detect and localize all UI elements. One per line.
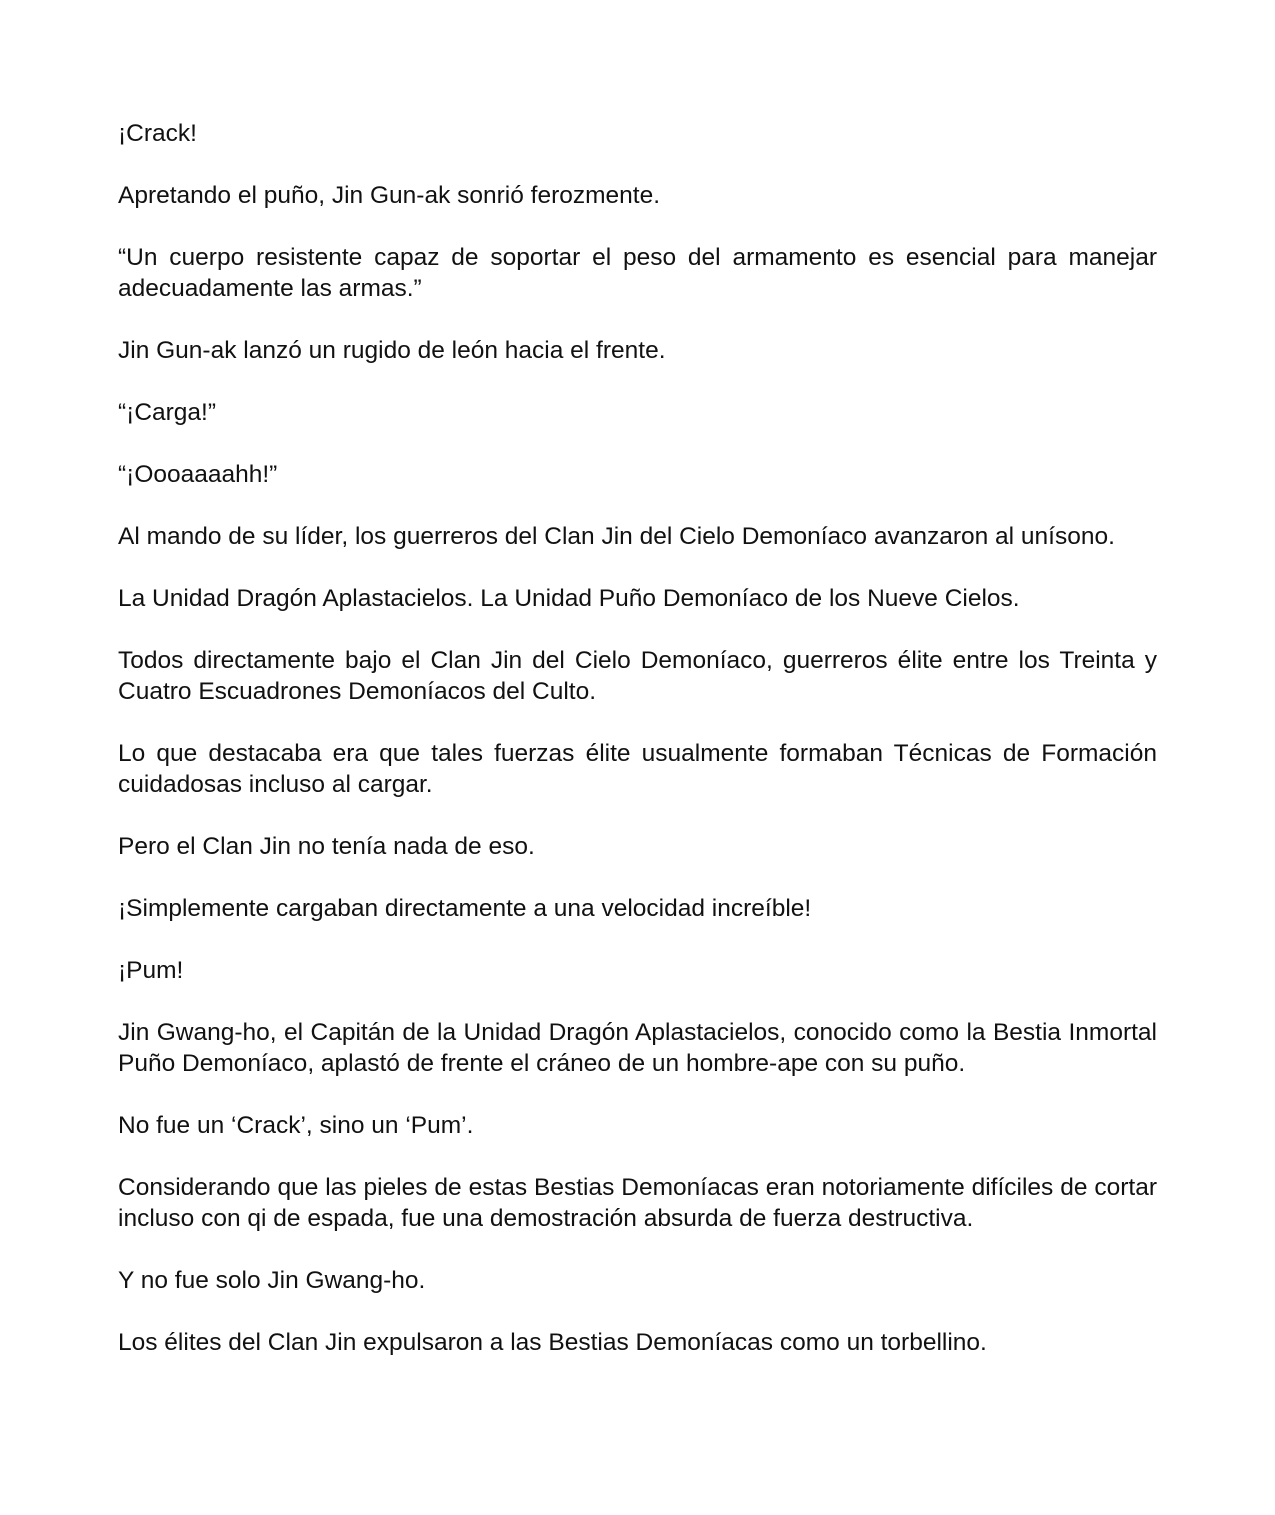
paragraph-3: “Un cuerpo resistente capaz de soportar el peso del armamento es esencial para manejar adecuadamente las armas.” xyxy=(118,244,1157,302)
paragraph-16: Considerando que las pieles de estas Bestias Demoníacas eran notoriamente difíciles de cortar incluso con qi de espada, fue una demostración absurda de fuerza destructiva. xyxy=(118,1174,1157,1232)
paragraph-15: No fue un ‘Crack’, sino un ‘Pum’. xyxy=(118,1112,474,1139)
paragraph-7: Al mando de su líder, los guerreros del Clan Jin del Cielo Demoníaco avanzaron al unísono. xyxy=(118,523,1115,550)
paragraph-17: Y no fue solo Jin Gwang-ho. xyxy=(118,1267,426,1294)
paragraph-9: Todos directamente bajo el Clan Jin del Cielo Demoníaco, guerreros élite entre los Treinta y Cuatro Escuadrones Demoníacos del Culto. xyxy=(118,647,1157,705)
paragraph-18: Los élites del Clan Jin expulsaron a las Bestias Demoníacas como un torbellino. xyxy=(118,1329,987,1356)
paragraph-6: “¡Oooaaaahh!” xyxy=(118,461,278,488)
paragraph-4: Jin Gun-ak lanzó un rugido de león hacia el frente. xyxy=(118,337,666,364)
paragraph-5: “¡Carga!” xyxy=(118,399,217,426)
paragraph-13: ¡Pum! xyxy=(118,957,184,984)
document-page xyxy=(118,118,1157,1389)
paragraph-12: ¡Simplemente cargaban directamente a una velocidad increíble! xyxy=(118,895,812,922)
paragraph-1: ¡Crack! xyxy=(118,120,197,147)
paragraph-10: Lo que destacaba era que tales fuerzas élite usualmente formaban Técnicas de Formación cuidadosas incluso al cargar. xyxy=(118,740,1157,798)
paragraph-14: Jin Gwang-ho, el Capitán de la Unidad Dragón Aplastacielos, conocido como la Bestia Inmortal Puño Demoníaco, aplastó de frente el cráneo de un hombre-ape con su puño. xyxy=(118,1019,1157,1077)
paragraph-8: La Unidad Dragón Aplastacielos. La Unidad Puño Demoníaco de los Nueve Cielos. xyxy=(118,585,1020,612)
paragraph-11: Pero el Clan Jin no tenía nada de eso. xyxy=(118,833,535,860)
paragraph-2: Apretando el puño, Jin Gun-ak sonrió ferozmente. xyxy=(118,182,661,209)
